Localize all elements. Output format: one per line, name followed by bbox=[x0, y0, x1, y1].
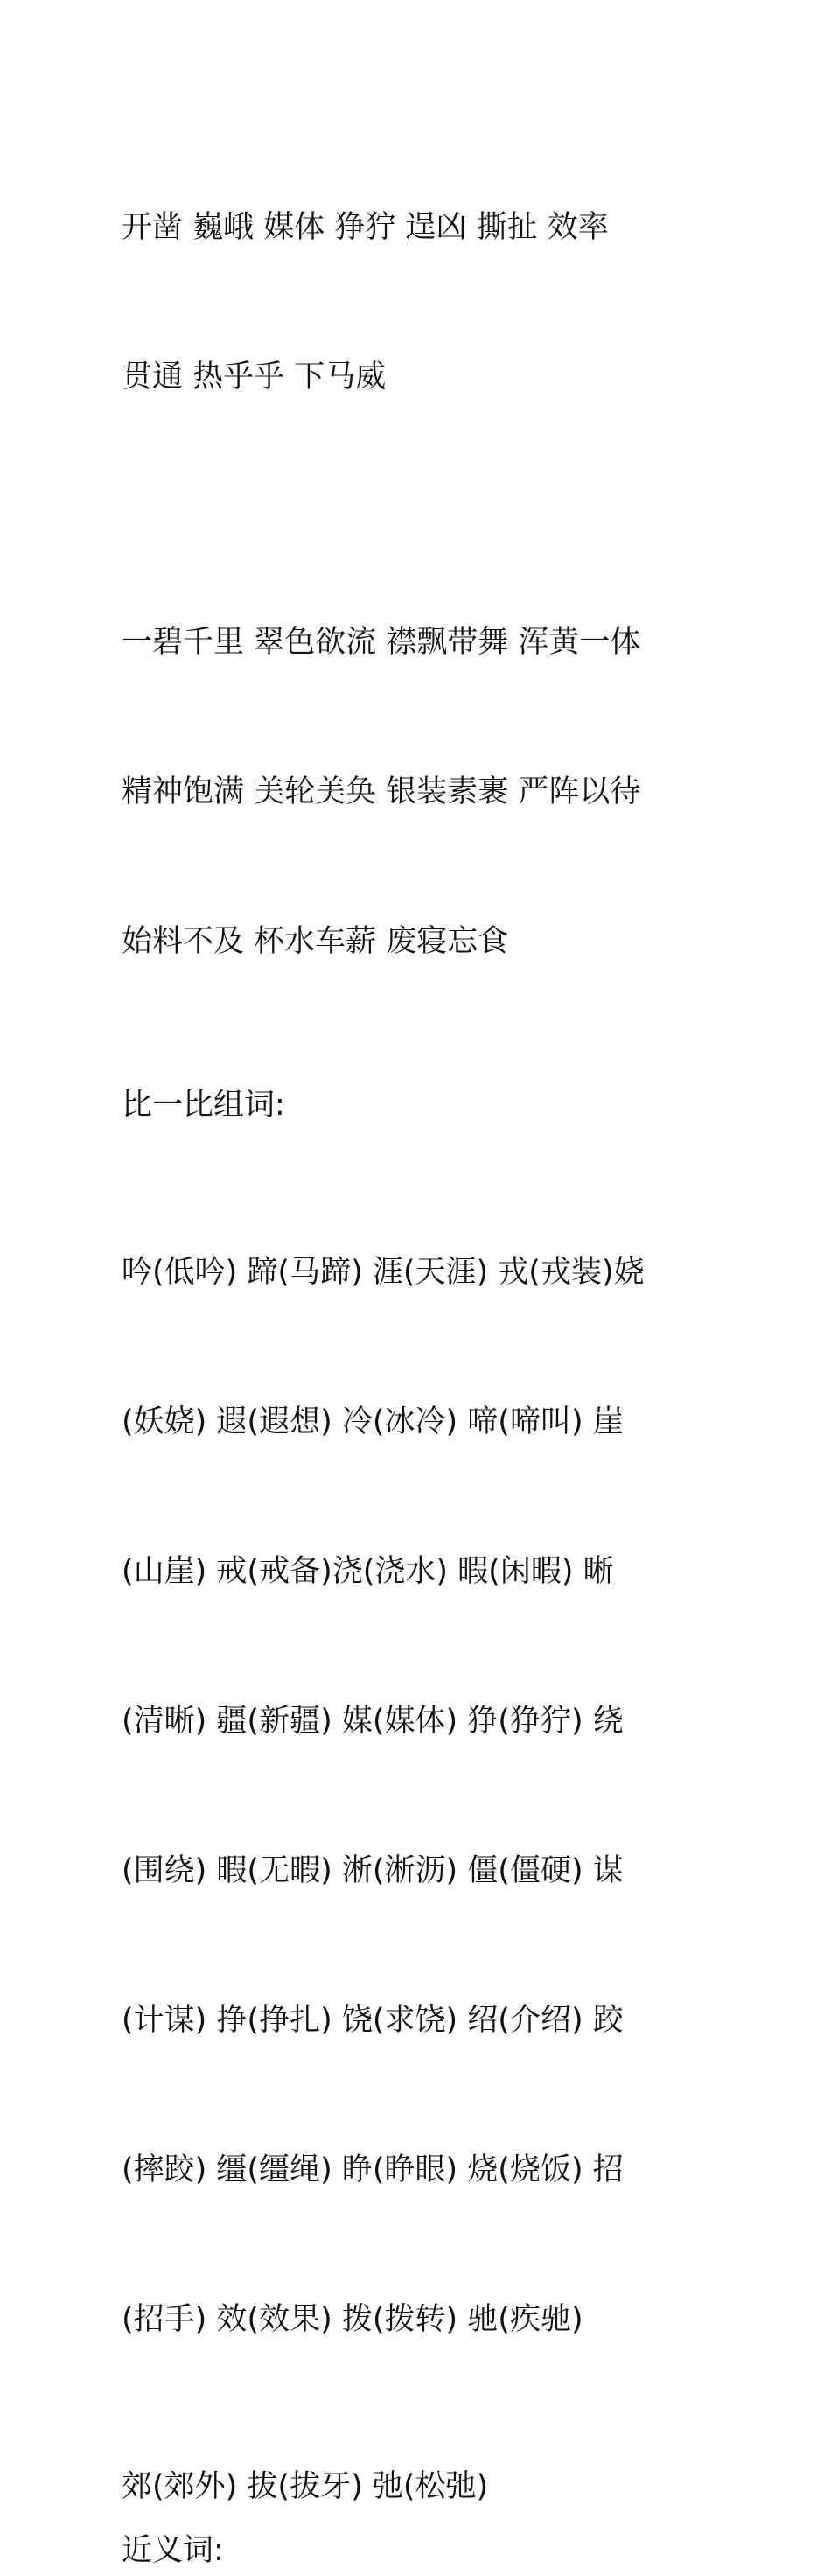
text-line: (清晰) 疆(新疆) 媒(媒体) 狰(狰狞) 绕 bbox=[122, 1704, 624, 1739]
text-line: 始料不及 杯水车薪 废寝忘食 bbox=[122, 924, 509, 959]
document-page bbox=[122, 103, 716, 2576]
text-line: (围绕) 暇(无暇) 淅(淅沥) 僵(僵硬) 谋 bbox=[122, 1853, 624, 1888]
text-line: (山崖) 戒(戒备)浇(浇水) 暇(闲暇) 晰 bbox=[122, 1554, 614, 1589]
text-line: 开凿 巍峨 媒体 狰狞 逞凶 撕扯 效率 bbox=[122, 210, 609, 245]
text-line: 吟(低吟) 蹄(马蹄) 涯(天涯) 戎(戎装)娆 bbox=[122, 1255, 645, 1290]
idioms-block bbox=[122, 518, 716, 1067]
text-line: (摔跤) 缰(缰绳) 睁(睁眼) 烧(烧饭) 招 bbox=[122, 2152, 624, 2188]
text-line: 精神饱满 美轮美奂 银装素裹 严阵以待 bbox=[122, 774, 641, 809]
compare-heading: 比一比组词: bbox=[122, 1088, 285, 1123]
text-line: (妖娆) 遐(遐想) 冷(冰冷) 啼(啼叫) 崖 bbox=[122, 1404, 624, 1439]
text-line: 一碧千里 翠色欲流 襟飘带舞 浑黄一体 bbox=[122, 625, 641, 660]
vocabulary-words bbox=[122, 103, 716, 502]
text-line: (招手) 效(效果) 拨(拨转) 驰(疾驰) bbox=[122, 2302, 583, 2337]
text-line: 贯通 热乎乎 下马威 bbox=[122, 360, 387, 395]
synonym-heading: 近义词: bbox=[122, 2533, 224, 2568]
compare-words-block bbox=[122, 1148, 716, 2445]
compare-words-extra: 郊(郊外) 拔(拔牙) 弛(松弛) bbox=[122, 2469, 489, 2504]
text-line: (计谋) 挣(挣扎) 饶(求饶) 绍(介绍) 跤 bbox=[122, 2003, 624, 2038]
